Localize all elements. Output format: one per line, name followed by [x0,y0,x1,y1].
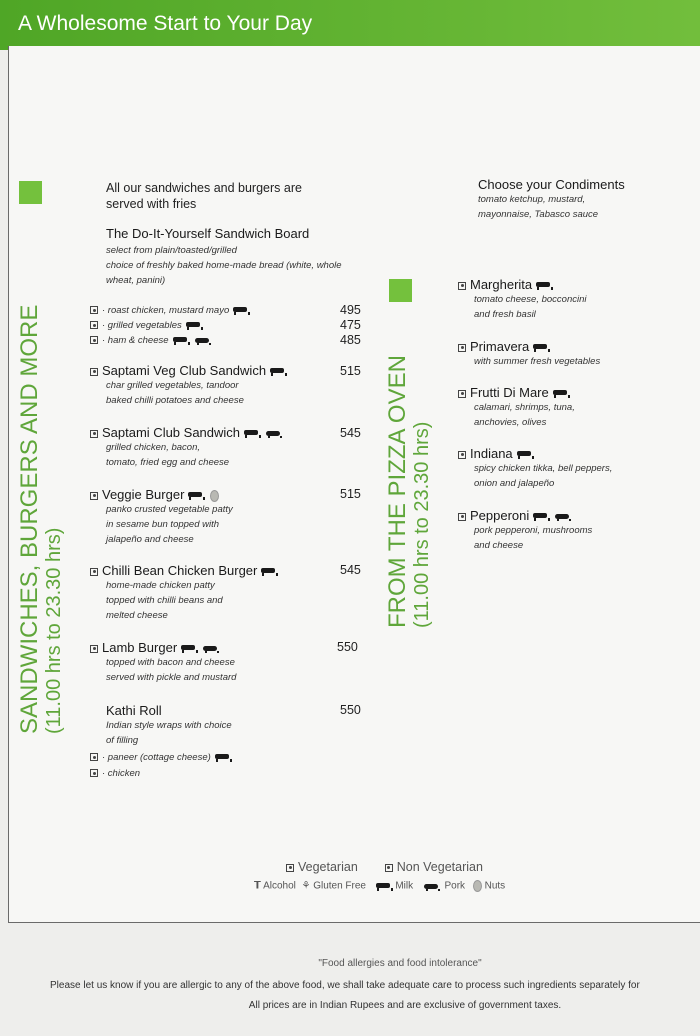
menu-item [90,363,287,408]
non-veg-icon [458,390,466,398]
kathi-option-row: · chicken [90,768,140,779]
price: 550 [337,640,358,654]
item-name: Margherita [470,277,533,292]
diy-option-row: · roast chicken, mustard mayo [90,305,250,316]
non-veg-icon [458,451,466,459]
milk-icon [375,882,393,891]
milk-icon [185,321,203,330]
condiments-block [478,177,625,222]
item-name: Pepperoni [470,508,530,523]
item-description: tomato cheese, bocconcini and fresh basil [474,294,587,320]
menu-item [458,508,592,553]
sandwich-section-title: SANDWICHES, BURGERS AND MORE [16,304,43,734]
veg-icon [286,864,294,872]
non-veg-icon [385,864,393,872]
allergy-notice: Please let us know if you are allergic to any of the above food, we shall take adequate care to process such ingredients separately for [50,980,640,991]
item-name: Veggie Burger [102,487,185,502]
price: 515 [340,364,361,378]
milk-icon [260,567,278,576]
veg-icon [90,753,98,761]
price: 485 [340,333,361,347]
pizza-section-heading [385,355,433,628]
item-description: topped with bacon and cheese served with pickle and mustard [106,657,237,683]
milk-icon [516,450,534,459]
milk-icon [214,753,232,762]
milk-icon [552,389,570,398]
menu-item [90,563,278,623]
pizza-section-title: FROM THE PIZZA OVEN [384,355,411,628]
nuts-icon [473,880,482,892]
pork-icon [193,336,213,345]
non-veg-icon [90,430,98,438]
item-description: select from plain/toasted/grilled choice of freshly baked home-made bread (white, whole wheat, panini) [106,245,342,286]
sandwich-section-hours: (11.00 hrs to 23.30 hrs) [43,527,65,734]
menu-item [90,640,236,685]
legend-row-diet: Vegetarian Non Vegetarian [286,860,483,874]
pork-icon [422,882,442,891]
milk-icon [180,644,198,653]
veg-icon [90,492,98,500]
milk-icon [187,491,205,500]
price: 545 [340,563,361,577]
tax-notice: All prices are in Indian Rupees and are exclusive of government taxes. [248,1000,562,1011]
milk-icon [535,281,553,290]
item-description: Indian style wraps with choice of filling [106,720,232,746]
item-name: Lamb Burger [102,640,178,655]
veg-icon [458,344,466,352]
item-name: Kathi Roll [106,703,162,718]
sandwich-section-heading [17,305,65,734]
veg-icon [458,282,466,290]
price: 515 [340,487,361,501]
item-name: The Do-It-Yourself Sandwich Board [106,226,310,241]
sandwich-intro: All our sandwiches and burgers are served with fries [106,181,302,211]
item-name: Indiana [470,446,513,461]
section-marker-square [19,181,42,204]
non-veg-icon [90,769,98,777]
menu-item [458,277,586,322]
item-name: Primavera [470,339,530,354]
condiments-description: tomato ketchup, mustard, mayonnaise, Tabasco sauce [478,194,599,220]
menu-item [90,425,284,470]
alcohol-icon: 𝗧 [254,880,261,892]
pork-icon [264,429,284,438]
item-name: Chilli Bean Chicken Burger [102,563,258,578]
milk-icon [269,367,287,376]
price: 475 [340,318,361,332]
non-veg-icon [90,306,98,314]
menu-item [106,703,232,748]
nuts-icon [210,490,219,502]
price: 550 [340,703,361,717]
menu-item [458,339,600,369]
non-veg-icon [90,568,98,576]
pork-icon [553,512,573,521]
menu-item [458,446,612,491]
page-title: A Wholesome Start to Your Day [18,12,313,35]
item-name: Saptami Veg Club Sandwich [102,363,267,378]
milk-icon [232,306,250,315]
non-veg-icon [90,645,98,653]
menu-item [458,385,575,430]
milk-icon [172,336,190,345]
item-description: home-made chicken patty topped with chilli beans and melted cheese [106,580,223,621]
price: 545 [340,426,361,440]
pizza-section-hours: (11.00 hrs to 23.30 hrs) [411,421,433,628]
milk-icon [532,512,550,521]
header-banner [0,0,700,50]
kathi-option-row: · paneer (cottage cheese) [90,752,232,763]
item-name: Frutti Di Mare [470,385,549,400]
item-description: with summer fresh vegetables [474,356,601,367]
veg-icon [90,321,98,329]
item-description: calamari, shrimps, tuna, anchovies, olives [474,402,575,428]
allergy-title: "Food allergies and food intolerance" [318,958,482,969]
price: 495 [340,303,361,317]
diy-option-row: · ham & cheese [90,335,213,346]
pork-icon [201,644,221,653]
gluten-free-icon: ⚘ [301,880,311,892]
item-description: grilled chicken, bacon, tomato, fried egg and cheese [106,442,230,468]
item-description: spicy chicken tikka, bell peppers, onion and jalapeño [474,463,613,489]
item-description: pork pepperoni, mushrooms and cheese [474,525,593,551]
legend-row-allergens: 𝗧 Alcohol ⚘ Gluten Free Milk Pork Nuts [254,880,506,892]
milk-icon [532,343,550,352]
milk-icon [243,429,261,438]
item-name: Saptami Club Sandwich [102,425,241,440]
menu-item [90,487,233,547]
item-description: char grilled vegetables, tandoor baked chilli potatoes and cheese [106,380,244,406]
non-veg-icon [458,513,466,521]
item-description: panko crusted vegetable patty in sesame bun topped with jalapeño and cheese [106,504,233,545]
condiments-title: Choose your Condiments [478,177,625,192]
diy-option-row: · grilled vegetables [90,320,203,331]
section-marker-square [389,279,412,302]
menu-item-diy-sandwich [106,226,342,288]
veg-icon [90,368,98,376]
non-veg-icon [90,336,98,344]
